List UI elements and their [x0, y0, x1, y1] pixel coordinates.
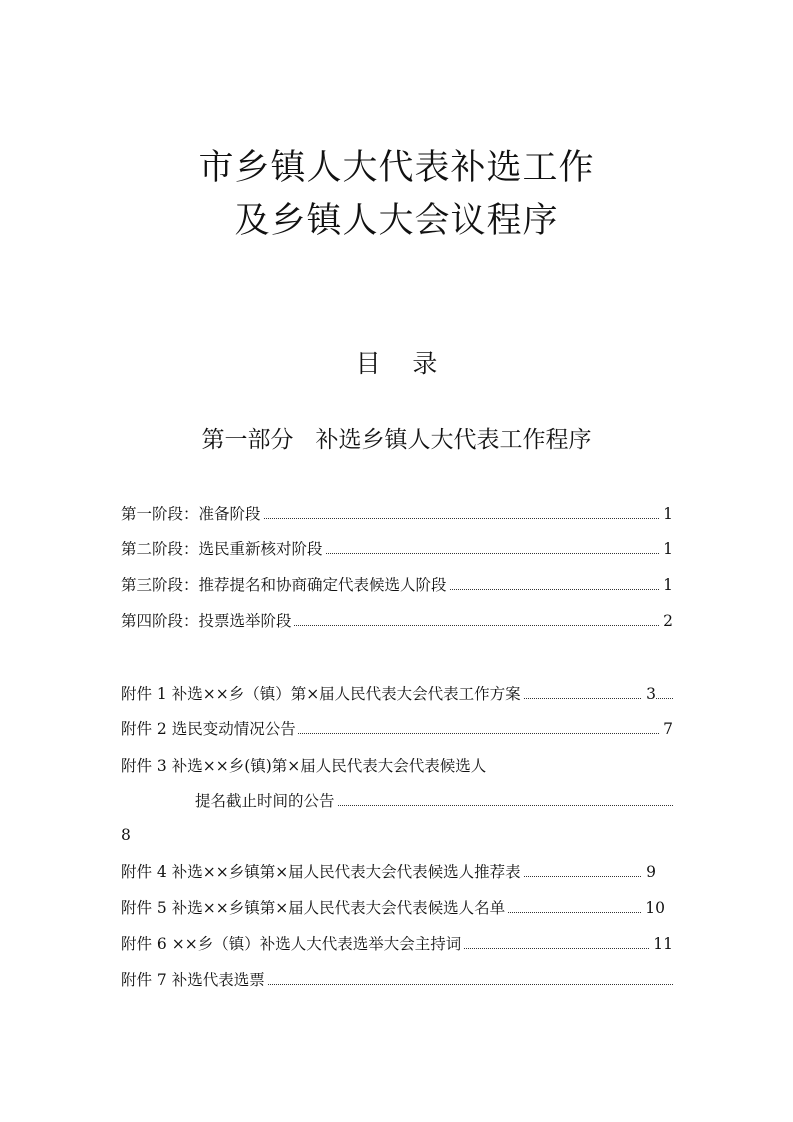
- toc-entry-page-wrapped: 8: [121, 826, 131, 844]
- toc-entry[interactable]: [121, 897, 673, 919]
- toc-entry-page: 3: [642, 683, 656, 705]
- toc-entry-page: 2: [659, 610, 673, 632]
- toc-entry-continuation[interactable]: [195, 790, 673, 812]
- toc-entry-page: 1: [659, 574, 673, 596]
- toc-entry[interactable]: [121, 969, 673, 991]
- toc-entry[interactable]: [121, 503, 673, 525]
- document-title-line-1: 市乡镇人大代表补选工作: [198, 148, 595, 188]
- toc-entry-page: 7: [659, 718, 673, 740]
- toc-entry-label: 附件 1 补选××乡（镇）第×届人民代表大会代表工作方案: [121, 685, 521, 703]
- toc-entry-page: 11: [649, 933, 673, 955]
- toc-entry-label: 第三阶段：推荐提名和协商确定代表候选人阶段: [121, 576, 447, 594]
- toc-entry-page: 1: [659, 538, 673, 560]
- part-1-heading: 第一部分 补选乡镇人大代表工作程序: [201, 427, 592, 453]
- toc-heading: 目 录: [355, 349, 438, 378]
- toc-entry-label: 附件 3 补选××乡(镇)第×届人民代表大会代表候选人: [121, 757, 487, 775]
- toc-entry[interactable]: [121, 574, 673, 596]
- toc-entry[interactable]: [121, 683, 673, 705]
- toc-entry-page: 1: [659, 503, 673, 525]
- toc-entry-label: 第四阶段：投票选举阶段: [121, 612, 292, 630]
- toc-entry[interactable]: [121, 933, 673, 955]
- toc-entry[interactable]: [121, 538, 673, 560]
- toc-entry-label: 附件 7 补选代表选票: [121, 971, 265, 989]
- toc-entry[interactable]: [121, 718, 673, 740]
- toc-entry-label: 附件 4 补选××乡镇第×届人民代表大会代表候选人推荐表: [121, 863, 521, 881]
- toc-entry-page: 9: [642, 861, 656, 883]
- toc-entry[interactable]: [121, 755, 673, 777]
- toc-entry-label: 第一阶段：准备阶段: [121, 505, 261, 523]
- toc-entry[interactable]: [121, 861, 673, 883]
- toc-entry[interactable]: [121, 610, 673, 632]
- toc-entry-label: 附件 6 ××乡（镇）补选人大代表选举大会主持词: [121, 935, 462, 953]
- toc-entry-label: 附件 2 选民变动情况公告: [121, 720, 296, 738]
- document-title-line-2: 及乡镇人大会议程序: [234, 201, 559, 241]
- toc-entry-label: 附件 5 补选××乡镇第×届人民代表大会代表候选人名单: [121, 899, 506, 917]
- toc-entry-label: 提名截止时间的公告: [195, 792, 335, 810]
- toc-entry-page: 10: [641, 897, 665, 919]
- toc-entry-label: 第二阶段：选民重新核对阶段: [121, 540, 323, 558]
